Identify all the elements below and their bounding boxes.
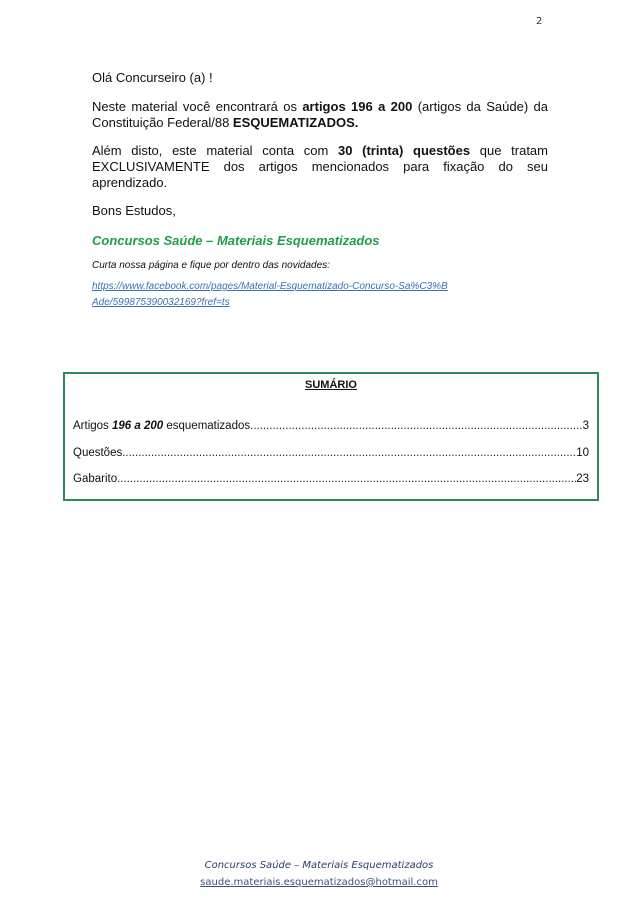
brand-title: Concursos Saúde – Materiais Esquematizados bbox=[92, 233, 380, 248]
intro-p2-text-a: Além disto, este material conta com bbox=[92, 143, 338, 158]
toc-page-number: 10 bbox=[576, 447, 589, 459]
toc-label: Gabarito bbox=[73, 473, 118, 485]
intro-p2-bold-questoes: 30 (trinta) questões bbox=[338, 143, 471, 158]
toc-page-number: 23 bbox=[576, 473, 589, 485]
intro-p1-bold-esquematizados: ESQUEMATIZADOS. bbox=[232, 115, 359, 130]
toc-leader-dots bbox=[250, 419, 582, 433]
facebook-link[interactable]: https://www.facebook.com/pages/Material-Esquematizado-Concurso-Sa%C3%BAde/599875390032169?fref=ts bbox=[92, 281, 448, 308]
sumario-title: SUMÁRIO bbox=[305, 379, 357, 391]
greeting-text: Olá Concurseiro (a) ! bbox=[92, 70, 213, 85]
toc-page-number: 3 bbox=[582, 420, 589, 432]
toc-leader-dots bbox=[122, 446, 576, 460]
bons-estudos-text: Bons Estudos, bbox=[92, 203, 176, 218]
toc-prefix: Artigos bbox=[73, 420, 112, 432]
sumario-box bbox=[63, 372, 599, 501]
intro-paragraph-2 bbox=[92, 143, 548, 191]
footer-brand: Concursos Saúde – Materiais Esquematizados bbox=[204, 860, 434, 871]
toc-row-questoes[interactable] bbox=[73, 446, 589, 460]
toc-label: Questões bbox=[73, 447, 123, 459]
page-number: 2 bbox=[536, 16, 543, 27]
intro-p1-text-a: Neste material você encontrará os bbox=[92, 99, 303, 114]
intro-p2-text-c: que tratam EXCLUSIVAMENTE dos artigos mencionados para fixação do seu aprendizado. bbox=[92, 143, 548, 190]
toc-label bbox=[73, 419, 250, 433]
intro-p1-bold-articles: artigos 196 a 200 bbox=[302, 99, 413, 114]
toc-leader-dots bbox=[117, 472, 576, 486]
page-footer bbox=[0, 857, 638, 891]
intro-section bbox=[92, 70, 548, 311]
toc-bold: 196 a 200 bbox=[112, 420, 164, 432]
intro-p1-text-c: (artigos da Saúde) da Constituição Federal/88 bbox=[92, 99, 548, 130]
footer-email-link[interactable]: saude.materiais.esquematizados@hotmail.com bbox=[200, 877, 438, 888]
toc-row-artigos[interactable] bbox=[73, 419, 589, 433]
intro-paragraph-1 bbox=[92, 99, 548, 131]
toc-suffix: esquematizados bbox=[163, 420, 251, 432]
curta-pagina-text: Curta nossa página e fique por dentro das novidades: bbox=[92, 260, 330, 271]
toc-row-gabarito[interactable] bbox=[73, 472, 589, 486]
